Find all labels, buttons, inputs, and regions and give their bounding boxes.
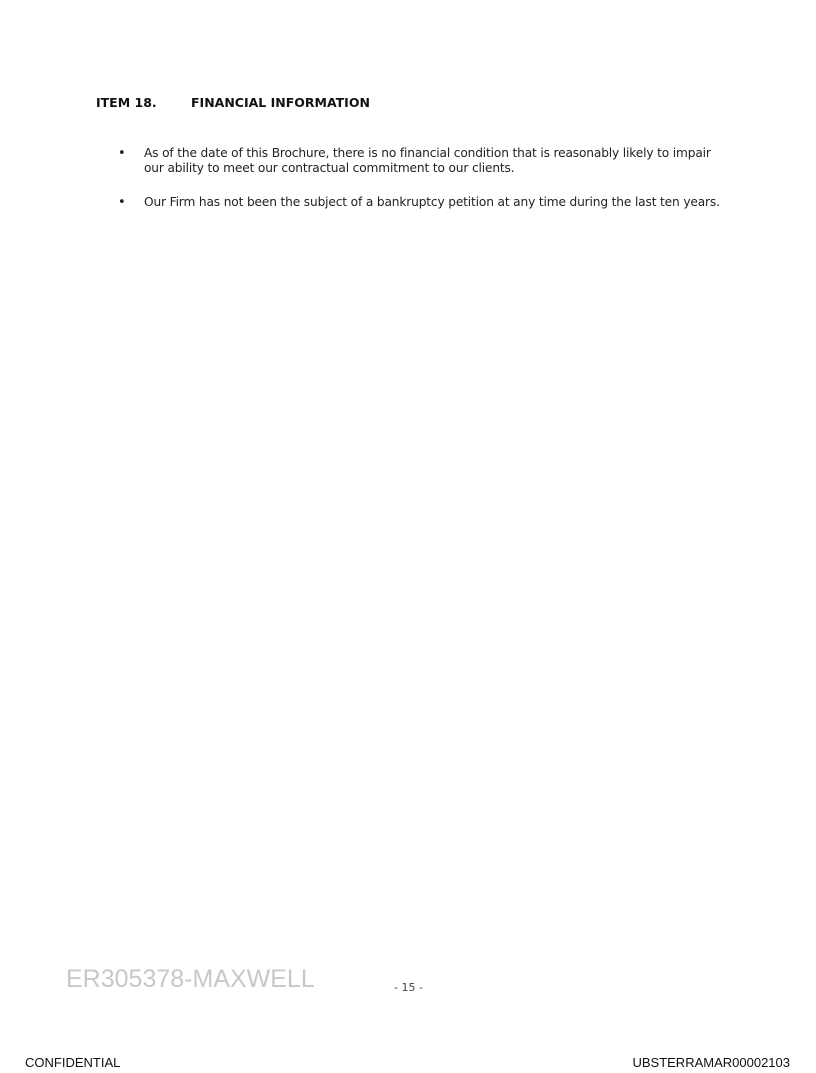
list-item [118,146,728,176]
section-title: FINANCIAL INFORMATION [191,95,370,110]
bullet-icon: • [118,195,126,210]
financial-info-bullet-list [118,146,728,229]
list-item [118,195,728,210]
section-heading [96,95,370,110]
item-number: ITEM 18. [96,95,157,110]
page-number: - 15 - [394,981,423,994]
document-id-stamp: ER305378-MAXWELL [66,965,315,993]
bullet-icon: • [118,146,126,161]
list-item-text: As of the date of this Brochure, there is no financial condition that is reasonably likely to impair our ability to meet our contractual commitment to our clients. [144,146,711,175]
list-item-text: Our Firm has not been the subject of a bankruptcy petition at any time during the last ten years. [144,195,720,209]
bates-number: UBSTERRAMAR00002103 [632,1055,790,1070]
confidential-label: CONFIDENTIAL [25,1055,121,1070]
